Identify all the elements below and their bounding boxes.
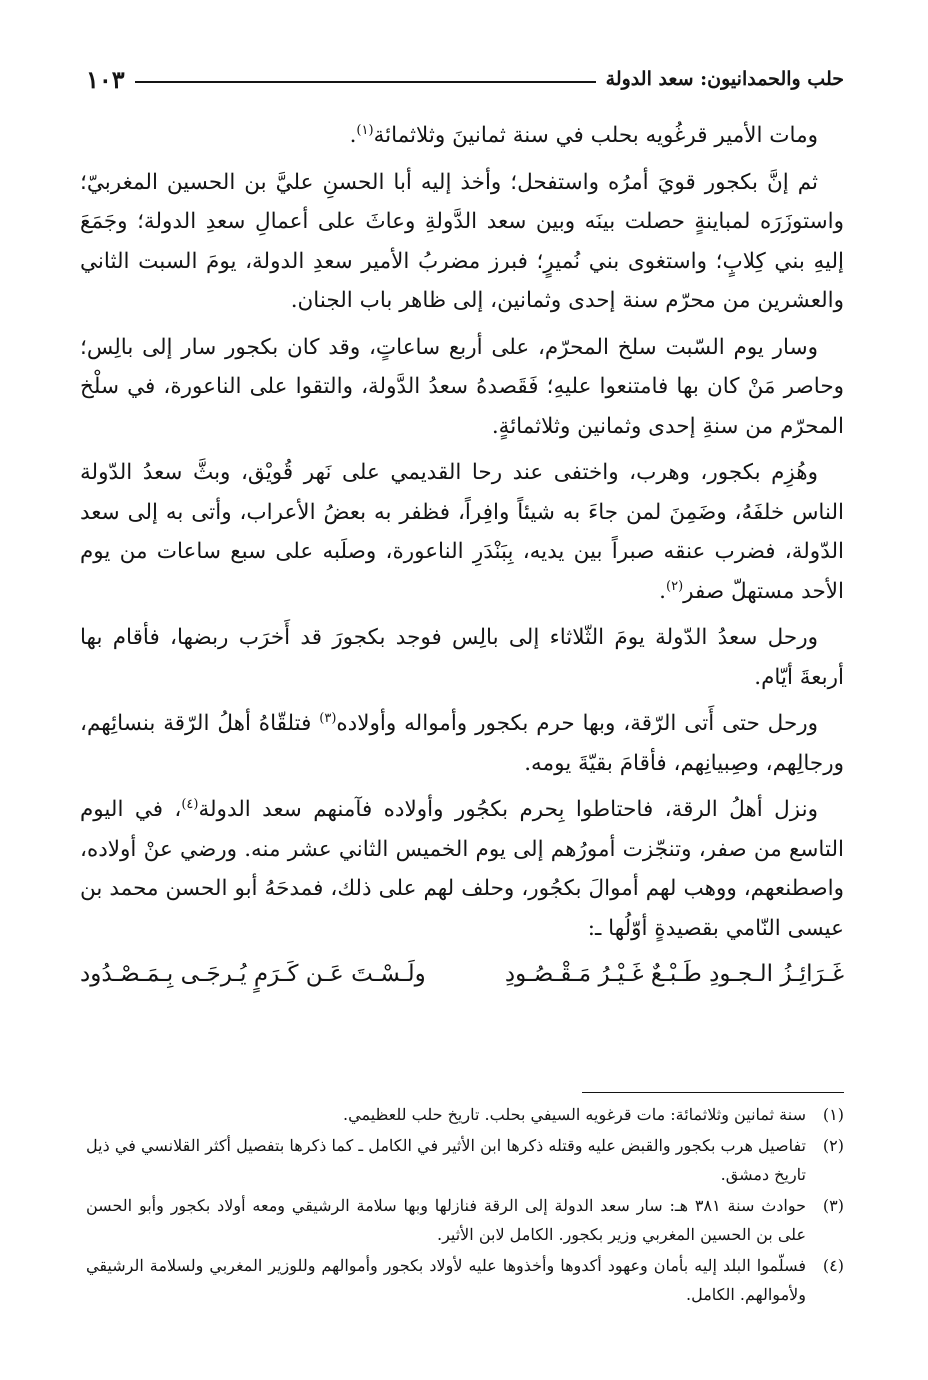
footnote-text: حوادث سنة ٣٨١ هـ: سار سعد الدولة إلى الرقة فنازلها وبها سلامة الرشيقي ومعه أولاد بكجور وأبو الحسن على بن الحسين المغربي وزير بكجور. الكامل لابن الأثير. <box>86 1196 806 1244</box>
poem-verse <box>80 955 844 995</box>
footnote <box>86 1191 844 1249</box>
verse-first-hemistich: غَـرَائِـزُ الـجـودِ طَـبْـعٌ غَـيْـرُ مَـقْـصُـودِ <box>504 961 844 987</box>
paragraph: ورحل حتى أَتى الرّقة، وبها حرم بكجور وأمواله وأولاده$^{(٣)}$ فتلقّاهُ أهلُ الرّقة بنسائِهم، ورجالِهم، وصِبيانِهم، فأقامَ بقيّةَ يومه. <box>80 710 844 776</box>
footnote-number: (٣) <box>822 1196 844 1215</box>
main-text <box>80 116 844 995</box>
footnote-separator <box>582 1092 844 1093</box>
running-title: حلب والحمدانيون: سعد الدولة <box>605 68 844 90</box>
footnote-ref: (١) <box>356 122 374 138</box>
footnote-number: (١) <box>822 1105 844 1124</box>
paragraph: وسار يوم السّبت سلخ المحرّم، على أربع ساعاتٍ، وقد كان بكجور سار إلى بالِس؛ وحاصر مَنْ كان بها فامتنعوا عليهِ؛ فَقَصدهُ سعدُ الدَّولة، والتقوا على الناعورة، في سلْخ المحرّم من سنةِ إحدى وثمانين وثلاثمائةٍ. <box>80 334 844 439</box>
paragraph: ثم إنَّ بكجور قويَ أمرُه واستفحل؛ وأخذ إليه أبا الحسنِ عليَّ بن الحسين المغربيّ؛ واستوزَرَه لمباينةٍ حصلت بينَه وبين سعد الدَّولةِ وعاثَ على أعمالِ سعدِ الدولة؛ وجَمَعَ إليهِ بني كِلابٍ؛ واستغوى بني نُميرٍ؛ فبرز مضربُ الأمير سعدِ الدولة، يومَ السبت الثاني والعشرين من محرّم سنة إحدى وثمانين، إلى ظاهر باب الجنان. <box>80 169 844 313</box>
paragraph: ونزل أهلُ الرقة، فاحتاطوا بِحرم بكجُور وأولاده فآمنهم سعد الدولة$^{(٤)}$، في اليوم التاسع من صفر، وتنجّزت أمورُهم إلى يوم الخميس الثاني عشر منه. ورضي عنْ أولاده، واصطنعهم، ووهب لهم أموالَ بكجُور، وحلف لهم على ذلك، فمدحَهُ أبو الحسن محمد بن عيسى النّامي بقصيدةٍ أوّلُها ـ: <box>80 796 844 941</box>
footnote-number: (٤) <box>822 1256 844 1275</box>
footnote-ref: (٤) <box>181 796 199 812</box>
footnote-ref: (٢) <box>666 578 684 594</box>
page-number: ١٠٣ <box>86 65 125 94</box>
paragraph: ومات الأمير قرغُويه بحلب في سنة ثمانينَ وثلاثمائة$^{(١)}$. <box>349 122 818 148</box>
footnote-text: سنة ثمانين وثلاثمائة: مات قرغويه السيفي بحلب. تاريخ حلب للعظيمي. <box>343 1105 806 1124</box>
footnotes <box>86 1100 844 1311</box>
header-rule <box>135 81 596 83</box>
footnote <box>86 1100 844 1129</box>
paragraph: وهُزِم بكجور، وهرب، واختفى عند رحا القديمي على نَهر قُويْق، وبثَّ سعدُ الدّولة الناس خلفَهُ، وضَمِنَ لمن جاءَ به شيئاً وافِراً، فظفر به بعضُ الأعراب، وأتى به إلى سعد الدّولة، فضرب عنقه صبراً بين يديه، بِبَنْدَرِ الناعورة، وصلَبه على سبع ساعات من يوم الأحد مستهلّ صفر$^{(٢)}$. <box>80 460 844 604</box>
footnote <box>86 1251 844 1309</box>
paragraph: ورحل سعدُ الدّولة يومَ الثّلاثاء إلى بالِس فوجد بكجورَ قد أَخرَب ربضها، فأقام بها أربعةَ أيّام. <box>80 625 844 690</box>
verse-second-hemistich: ولَـسْـتَ عَـن كَـرَمٍ يُـرجَـى بِـمَـصْـدُود <box>80 961 426 987</box>
footnote <box>86 1131 844 1189</box>
footnote-text: تفاصيل هرب بكجور والقبض عليه وقتله ذكرها ابن الأثير في الكامل ـ كما ذكرها بتفصيل أكثر القلانسي في ذيل تاريخ دمشق. <box>86 1136 807 1184</box>
running-header <box>86 56 844 96</box>
footnote-ref: (٣) <box>319 710 337 726</box>
footnote-number: (٢) <box>822 1136 844 1155</box>
footnote-text: فسلّموا البلد إليه بأمان وعهود أكدوها وأخذوها عليه لأولاد بكجور وأموالهم وللوزير المغربي ولسلامة الرشيقي ولأموالهم. الكامل. <box>86 1256 806 1304</box>
